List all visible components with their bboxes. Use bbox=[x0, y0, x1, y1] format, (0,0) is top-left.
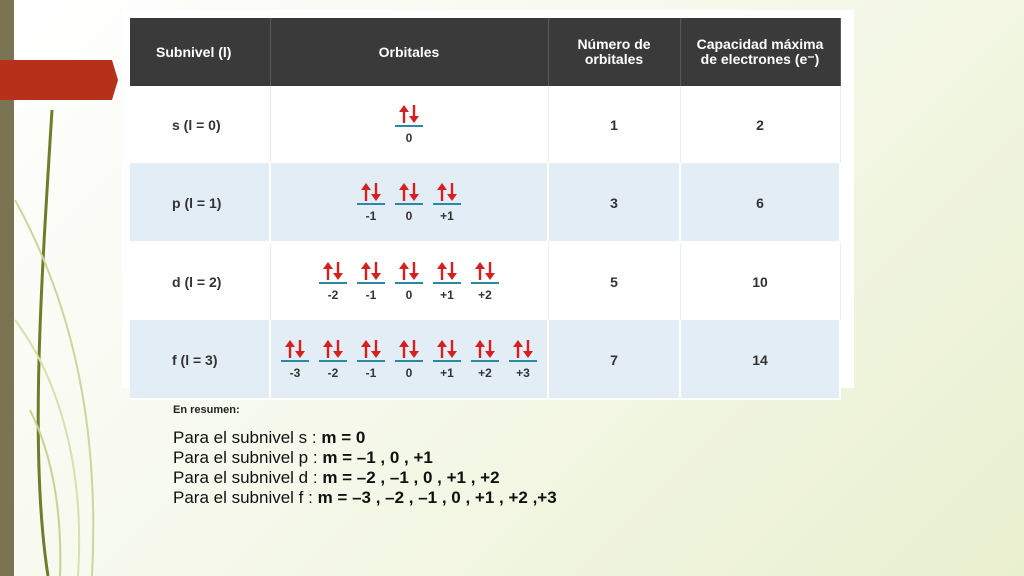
magnetic-number-label: 0 bbox=[405, 209, 413, 223]
orbital-box bbox=[394, 182, 424, 223]
electron-pair-icon bbox=[359, 182, 383, 202]
orbital-line bbox=[509, 360, 537, 362]
magnetic-number-label: -2 bbox=[327, 366, 339, 380]
table-row bbox=[130, 242, 840, 321]
orbital-line bbox=[281, 360, 309, 362]
summary-label: En resumen: bbox=[173, 404, 240, 416]
magnetic-number-label: -2 bbox=[327, 288, 339, 302]
orbital-line bbox=[319, 360, 347, 362]
orbital-diagram bbox=[272, 261, 547, 302]
electron-pair-icon bbox=[359, 339, 383, 359]
cell-subnivel: p (l = 1) bbox=[130, 164, 270, 243]
orbital-table bbox=[130, 18, 841, 400]
orbital-line bbox=[395, 282, 423, 284]
orbital-line bbox=[395, 360, 423, 362]
electron-pair-icon bbox=[283, 339, 307, 359]
magnetic-number-label: -1 bbox=[365, 366, 377, 380]
magnetic-number-label: +1 bbox=[440, 209, 454, 223]
magnetic-number-label: +2 bbox=[478, 366, 492, 380]
cell-numero-orbitales: 7 bbox=[548, 321, 680, 400]
orbital-line bbox=[319, 282, 347, 284]
summary-line-s: Para el subnivel s : m = 0 bbox=[173, 428, 366, 447]
magnetic-number-label: +1 bbox=[440, 288, 454, 302]
magnetic-number-label: 0 bbox=[405, 288, 413, 302]
orbital-diagram bbox=[272, 104, 547, 145]
orbital-box bbox=[470, 261, 500, 302]
orbital-line bbox=[357, 282, 385, 284]
orbital-box bbox=[432, 261, 462, 302]
orbital-diagram bbox=[272, 182, 546, 223]
cell-numero-orbitales: 5 bbox=[548, 242, 680, 321]
electron-pair-icon bbox=[397, 182, 421, 202]
cell-capacidad: 6 bbox=[680, 164, 840, 243]
cell-numero-orbitales: 1 bbox=[548, 86, 680, 164]
electron-pair-icon bbox=[435, 182, 459, 202]
cell-orbitales bbox=[270, 242, 548, 321]
table-row bbox=[130, 86, 840, 164]
cell-capacidad: 2 bbox=[680, 86, 840, 164]
table-row bbox=[130, 321, 840, 400]
orbital-box bbox=[356, 182, 386, 223]
electron-pair-icon bbox=[473, 261, 497, 281]
cell-subnivel: d (l = 2) bbox=[130, 242, 270, 321]
orbital-line bbox=[433, 203, 461, 205]
orbital-box bbox=[356, 339, 386, 380]
electron-pair-icon bbox=[397, 104, 421, 124]
magnetic-number-label: 0 bbox=[405, 366, 413, 380]
orbital-box bbox=[394, 261, 424, 302]
cell-capacidad: 14 bbox=[680, 321, 840, 400]
magnetic-number-label: 0 bbox=[405, 131, 413, 145]
cell-numero-orbitales: 3 bbox=[548, 164, 680, 243]
electron-pair-icon bbox=[435, 339, 459, 359]
orbital-box bbox=[318, 339, 348, 380]
orbital-diagram bbox=[272, 339, 546, 380]
magnetic-number-label: +2 bbox=[478, 288, 492, 302]
header-capacidad: Capacidad máxima de electrones (e⁻) bbox=[680, 18, 840, 86]
orbital-box bbox=[394, 339, 424, 380]
cell-orbitales bbox=[270, 86, 548, 164]
table-header-row bbox=[130, 18, 840, 86]
magnetic-number-label: -1 bbox=[365, 288, 377, 302]
magnetic-number-label: +3 bbox=[516, 366, 530, 380]
orbital-line bbox=[357, 203, 385, 205]
orbital-box bbox=[394, 104, 424, 145]
orbital-box bbox=[432, 182, 462, 223]
magnetic-number-label: +1 bbox=[440, 366, 454, 380]
magnetic-number-label: -1 bbox=[365, 209, 377, 223]
orbital-line bbox=[471, 360, 499, 362]
cell-capacidad: 10 bbox=[680, 242, 840, 321]
header-numero-orbitales: Número de orbitales bbox=[548, 18, 680, 86]
orbital-line bbox=[433, 360, 461, 362]
orbital-line bbox=[395, 125, 423, 127]
orbital-line bbox=[395, 203, 423, 205]
summary-line-p: Para el subnivel p : m = –1 , 0 , +1 bbox=[173, 448, 433, 467]
magnetic-number-label: -3 bbox=[289, 366, 301, 380]
orbital-line bbox=[357, 360, 385, 362]
summary-block bbox=[173, 428, 557, 508]
header-subnivel: Subnivel (l) bbox=[130, 18, 270, 86]
orbital-box bbox=[470, 339, 500, 380]
orbital-table-card bbox=[122, 10, 854, 388]
electron-pair-icon bbox=[359, 261, 383, 281]
cell-subnivel: f (l = 3) bbox=[130, 321, 270, 400]
orbital-box bbox=[432, 339, 462, 380]
electron-pair-icon bbox=[511, 339, 535, 359]
cell-orbitales bbox=[270, 321, 548, 400]
electron-pair-icon bbox=[321, 261, 345, 281]
electron-pair-icon bbox=[435, 261, 459, 281]
table-row bbox=[130, 164, 840, 243]
summary-line-f: Para el subnivel f : m = –3 , –2 , –1 , 0 , +1 , +2 ,+3 bbox=[173, 488, 557, 507]
orbital-box bbox=[356, 261, 386, 302]
header-orbitales: Orbitales bbox=[270, 18, 548, 86]
electron-pair-icon bbox=[397, 261, 421, 281]
orbital-box bbox=[280, 339, 310, 380]
orbital-box bbox=[508, 339, 538, 380]
accent-tab bbox=[0, 60, 118, 100]
electron-pair-icon bbox=[473, 339, 497, 359]
orbital-line bbox=[471, 282, 499, 284]
cell-subnivel: s (l = 0) bbox=[130, 86, 270, 164]
orbital-line bbox=[433, 282, 461, 284]
electron-pair-icon bbox=[321, 339, 345, 359]
summary-line-d: Para el subnivel d : m = –2 , –1 , 0 , +1 , +2 bbox=[173, 468, 500, 487]
orbital-box bbox=[318, 261, 348, 302]
cell-orbitales bbox=[270, 164, 548, 243]
electron-pair-icon bbox=[397, 339, 421, 359]
